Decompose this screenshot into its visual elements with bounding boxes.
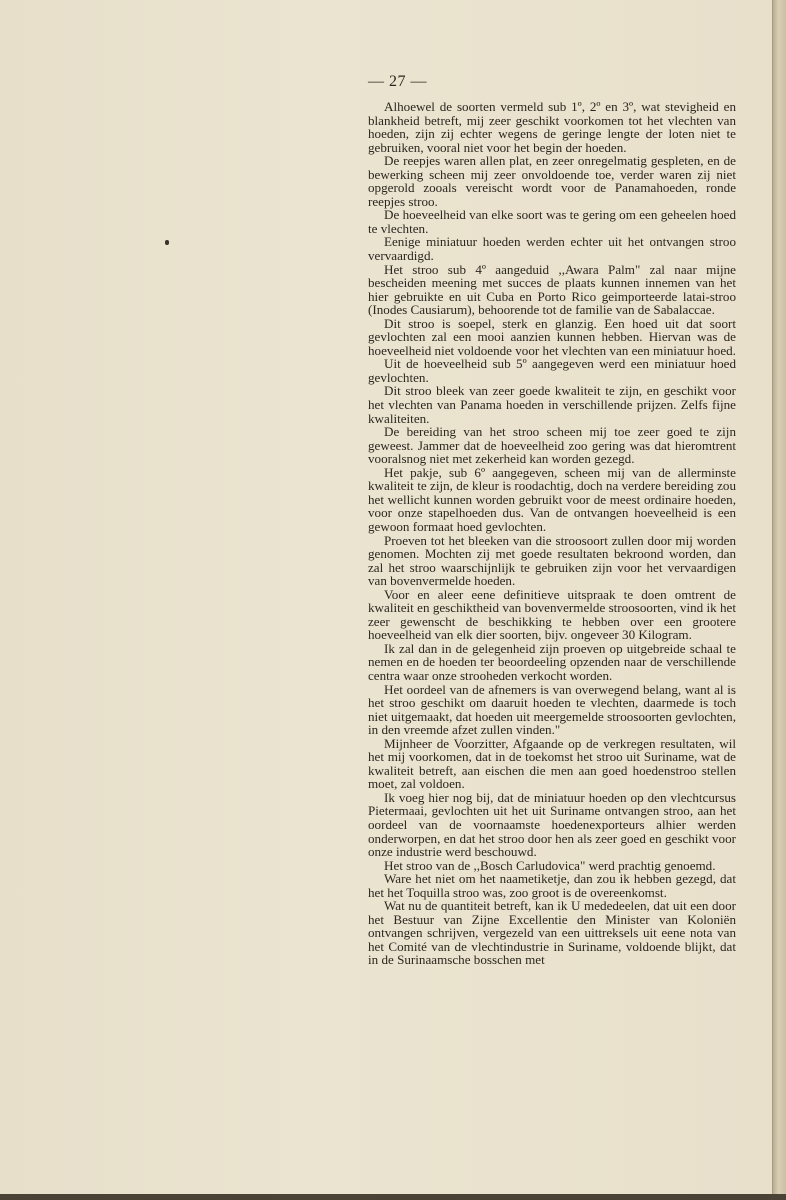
paragraph: Het stroo sub 4º aangeduid ,,Awara Palm" zal naar mijne bescheiden meening met succes de plaats kunnen innemen van het hier gebruikte en uit Cuba en Porto Rico geimporteerde latai-stroo (Inodes Causiarum), behoorende tot de familie van de Sabalaccae. [368, 261, 736, 318]
ink-speck [165, 240, 169, 245]
paragraph: Mijnheer de Voorzitter, Afgaande op de verkregen resultaten, wil het mij voorkomen, dat in de toekomst het stroo uit Suriname, wat de kwaliteit betreft, aan eischen die men aan goed hoedenstroo stellen moet, zal voldoen. [368, 735, 736, 792]
paragraph: Ik voeg hier nog bij, dat de miniatuur hoeden op den vlechtcursus Pietermaai, gevlochten uit het uit Suriname ontvangen stroo, aan het oordeel van de voornaamste hoedenexporteurs alhier werden onderworpen, en dat het stroo door hen als zeer goed en geschikt voor onze industrie werd beschouwd. [368, 789, 736, 860]
paragraph: Proeven tot het bleeken van die stroosoort zullen door mij worden genomen. Mochten zij met goede resultaten bekroond worden, dan zal het stroo waarschijnlijk te gebruiken zijn voor het vervaardigen van bovenvermelde hoeden. [368, 532, 736, 589]
paragraph: Dit stroo is soepel, sterk en glanzig. Een hoed uit dat soort gevlochten zal een mooi aanzien kunnen hebben. Hiervan was de hoeveelheid niet voldoende voor het vlechten van een miniatuur hoed. [368, 315, 736, 358]
paragraph: Alhoewel de soorten vermeld sub 1º, 2º en 3º, wat stevigheid en blankheid betreft, mij zeer geschikt voorkomen tot het vlechten van hoeden, zijn zij echter wegens de geringe lengte der loten niet te gebruiken, vooral niet voor het begin der hoeden. [368, 99, 736, 155]
paragraph: Ware het niet om het naametiketje, dan zou ik hebben gezegd, dat het het Toquilla stroo was, zoo groot is de overeenkomst. [368, 871, 736, 900]
paragraph: Het oordeel van de afnemers is van overwegend belang, want al is het stroo geschikt om daaruit hoeden te vlechten, daarmede is toch niet uitgemaakt, dat hoeden uit meergemelde stroosoorten gevlochten, in den vreemde afzet zullen vinden." [368, 681, 736, 738]
page-number: — 27 — [368, 73, 427, 90]
scan-border [0, 1194, 786, 1200]
paragraph: Het stroo van de ,,Bosch Carludovica" werd prachtig genoemd. [384, 857, 716, 873]
paragraph: De hoeveelheid van elke soort was te gering om een geheelen hoed te vlechten. [368, 207, 736, 236]
paragraph: Ik zal dan in de gelegenheid zijn proeven op uitgebreide schaal te nemen en de hoeden ter beoordeeling opzenden naar de verschillende centra waar onze strooheden verkocht worden. [368, 640, 736, 683]
paragraph: Het pakje, sub 6º aangegeven, scheen mij van de allerminste kwaliteit te zijn, de kleur is roodachtig, doch na verdere bereiding zou het wellicht kunnen worden gebruikt voor de meest ordinaire hoeden, voor onze stapelhoeden dus. Van de ontvangen hoeveelheid is een gewoon formaat hoed gevlochten. [368, 464, 736, 534]
page-edge [772, 0, 786, 1200]
paragraph: Uit de hoeveelheid sub 5º aangegeven werd een miniatuur hoed gevlochten. [368, 356, 736, 385]
body-text [368, 100, 736, 967]
paragraph: Eenige miniatuur hoeden werden echter uit het ontvangen stroo vervaardigd. [368, 234, 736, 264]
paragraph: Wat nu de quantiteit betreft, kan ik U mededeelen, dat uit een door het Bestuur van Zijne Excellentie den Minister van Koloniën ontvangen schrijven, vergezeld van een uittreksels uit eene nota van het Comité van de vlechtindustrie in Suriname, voldoende blijkt, dat in de Surinaamsche bosschen met [368, 898, 736, 968]
paragraph: De bereiding van het stroo scheen mij toe zeer goed te zijn geweest. Jammer dat de hoeveelheid zoo gering was dat hieromtrent vooralsnog niet met zekerheid kan worden gezegd. [368, 424, 736, 467]
paragraph: Voor en aleer eene definitieve uitspraak te doen omtrent de kwaliteit en geschiktheid van bovenvermelde stroosoorten, vind ik het zeer gewenscht de beschikking te hebben over een grootere hoeveelheid van elk dier soorten, bijv. ongeveer 30 Kilogram. [368, 586, 736, 643]
paragraph: De reepjes waren allen plat, en zeer onregelmatig gespleten, en de bewerking scheen mij zeer onvoldoende toe, verder waren zij niet opgerold zooals vereischt wordt voor de Panamahoeden, ronde reepjes stroo. [368, 153, 736, 209]
paragraph: Dit stroo bleek van zeer goede kwaliteit te zijn, en geschikt voor het vlechten van Panama hoeden in verschillende prijzen. Zelfs fijne kwaliteiten. [368, 383, 736, 426]
